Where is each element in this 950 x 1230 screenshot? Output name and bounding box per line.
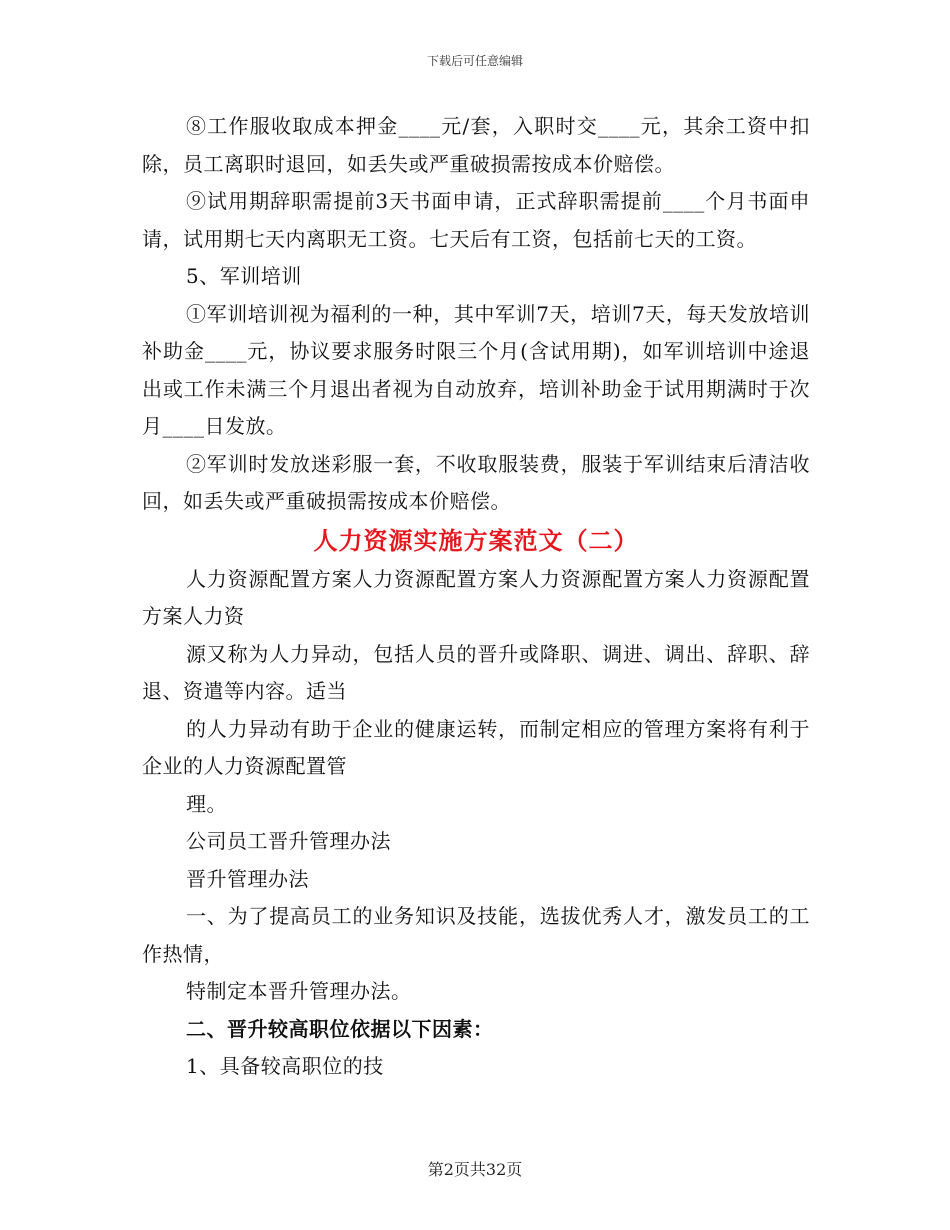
intro-paragraph-2: 源又称为人力异动，包括人员的晋升或降职、调进、调出、辞职、辞退、资遣等内容。适当 bbox=[142, 641, 810, 703]
subheading-military-training: 5、军训培训 bbox=[186, 264, 302, 288]
item-promotion-factors: 二、晋升较高职位依据以下因素： bbox=[186, 1016, 494, 1041]
clause-camouflage-uniform: ②军训时发放迷彩服一套，不收取服装费，服装于军训结束后清洁收回，如丢失或严重破损需按成本价赔偿。 bbox=[142, 451, 810, 513]
item-skill-requirement: 1、具备较高职位的技 bbox=[186, 1054, 384, 1078]
section-title: 人力资源实施方案范文（二） bbox=[313, 525, 639, 555]
clause-uniform-deposit: ⑧工作服收取成本押金____元/套，入职时交____元，其余工资中扣除，员工离职时退回，如丢失或严重破损需按成本价赔偿。 bbox=[142, 114, 810, 176]
clause-resignation: ⑨试用期辞职需提前3天书面申请，正式辞职需提前____个月书面申请，试用期七天内离职无工资。七天后有工资，包括前七天的工资。 bbox=[142, 189, 810, 251]
document-body bbox=[142, 108, 810, 1086]
page-number: 第2页共32页 bbox=[427, 1160, 523, 1179]
page-header: 下载后可任意编辑 bbox=[426, 54, 523, 68]
intro-paragraph-1: 人力资源配置方案人力资源配置方案人力资源配置方案人力资源配置方案人力资 bbox=[142, 566, 810, 628]
intro-paragraph-4: 理。 bbox=[186, 791, 227, 816]
heading-promotion-rules: 晋升管理办法 bbox=[186, 866, 309, 891]
clause-training-allowance: ①军训培训视为福利的一种，其中军训7天，培训7天，每天发放培训补助金____元，协议要求服务时限三个月(含试用期)，如军训培训中途退出或工作未满三个月退出者视为自动放弃，培训补助金于试用期满时于次月____日发放。 bbox=[142, 301, 810, 438]
heading-promotion-policy: 公司员工晋升管理办法 bbox=[186, 829, 391, 853]
item-purpose-continued: 特制定本晋升管理办法。 bbox=[186, 979, 412, 1003]
intro-paragraph-3: 的人力异动有助于企业的健康运转，而制定相应的管理方案将有利于企业的人力资源配置管 bbox=[142, 716, 810, 778]
item-purpose: 一、为了提高员工的业务知识及技能，选拔优秀人才，激发员工的工作热情， bbox=[142, 904, 810, 966]
